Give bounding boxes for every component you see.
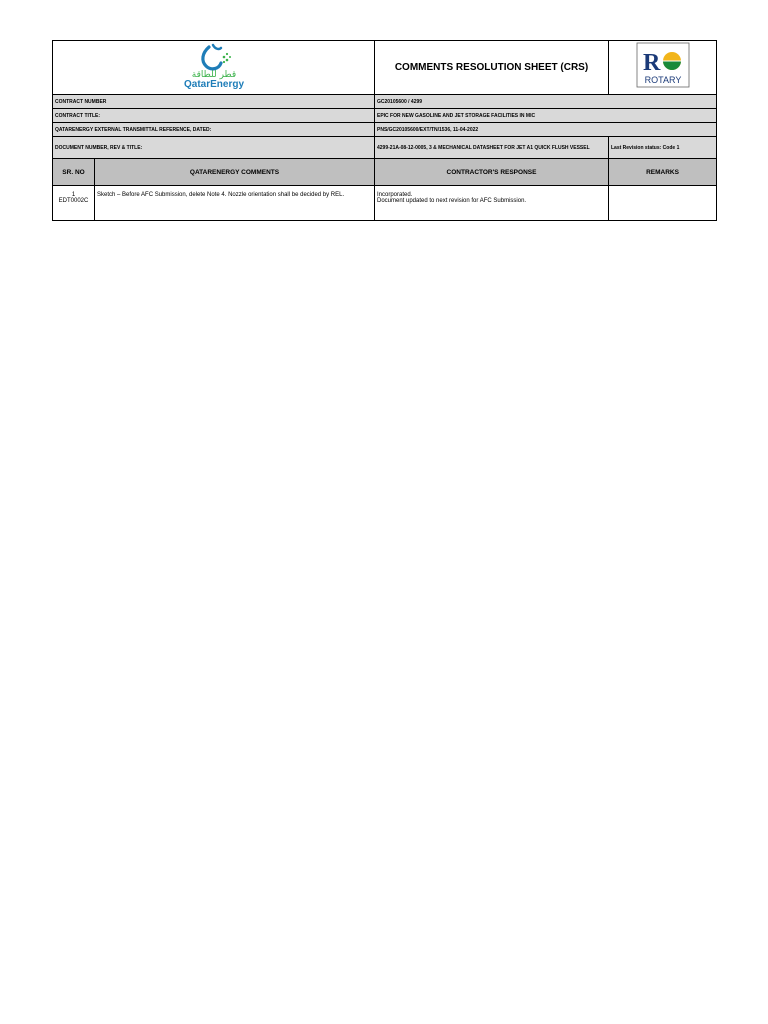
svg-text:ROTARY: ROTARY [644,75,681,85]
crs-sheet [52,40,717,221]
column-header-row [53,159,717,186]
contract-number-value: GC20105600 / 4299 [375,95,717,109]
contract-title-value: EPIC FOR NEW GASOLINE AND JET STORAGE FACILITIES IN MIC [375,109,717,123]
transmittal-label: QATARENERGY EXTERNAL TRANSMITTAL REFERENCE, DATED: [53,123,375,137]
contract-number-label: CONTRACT NUMBER [53,95,375,109]
table-row [53,186,717,221]
rotary-logo [636,42,690,93]
col-remarks: REMARKS [609,159,717,186]
col-response: CONTRACTOR'S RESPONSE [375,159,609,186]
revision-status: Last Revision status: Code 1 [609,137,717,159]
col-sr-no: SR. NO [53,159,95,186]
rotary-logo-icon [636,42,690,88]
contract-title-row [53,109,717,123]
document-label: DOCUMENT NUMBER, REV & TITLE: [53,137,375,159]
qatarenergy-logo-cell [53,41,375,95]
response-cell [375,186,609,221]
svg-text:R: R [642,50,660,76]
svg-text:قطر للطاقة: قطر للطاقة [191,70,236,80]
transmittal-value: PNS/GC20105600/EXT/TN/1536, 11-04-2022 [375,123,717,137]
sr-no-cell [53,186,95,221]
transmittal-row [53,123,717,137]
sr-no: 1 [71,192,76,198]
comment-ref: EDT0002C [58,198,89,204]
response-line-2: Document updated to next revision for AFC Submission. [377,198,527,204]
document-value: 4299-21A-08-12-0005, 3 & MECHANICAL DATASHEET FOR JET A1 QUICK FLUSH VESSEL [375,137,609,159]
comment-cell: Sketch – Before AFC Submission, delete Note 4. Nozzle orientation shall be decided by REL. [95,186,375,221]
col-comments: QATARENERGY COMMENTS [95,159,375,186]
svg-text:QatarEnergy: QatarEnergy [183,79,244,89]
contract-title-label: CONTRACT TITLE: [53,109,375,123]
contract-number-row [53,95,717,109]
document-row [53,137,717,159]
remarks-cell [609,186,717,221]
qatarenergy-logo [169,41,259,94]
response-line-1: Incorporated. [377,192,413,198]
rotary-logo-cell [609,41,717,95]
header-row [53,41,717,95]
page-title: COMMENTS RESOLUTION SHEET (CRS) [375,41,609,95]
qatarenergy-logo-icon [169,41,259,89]
